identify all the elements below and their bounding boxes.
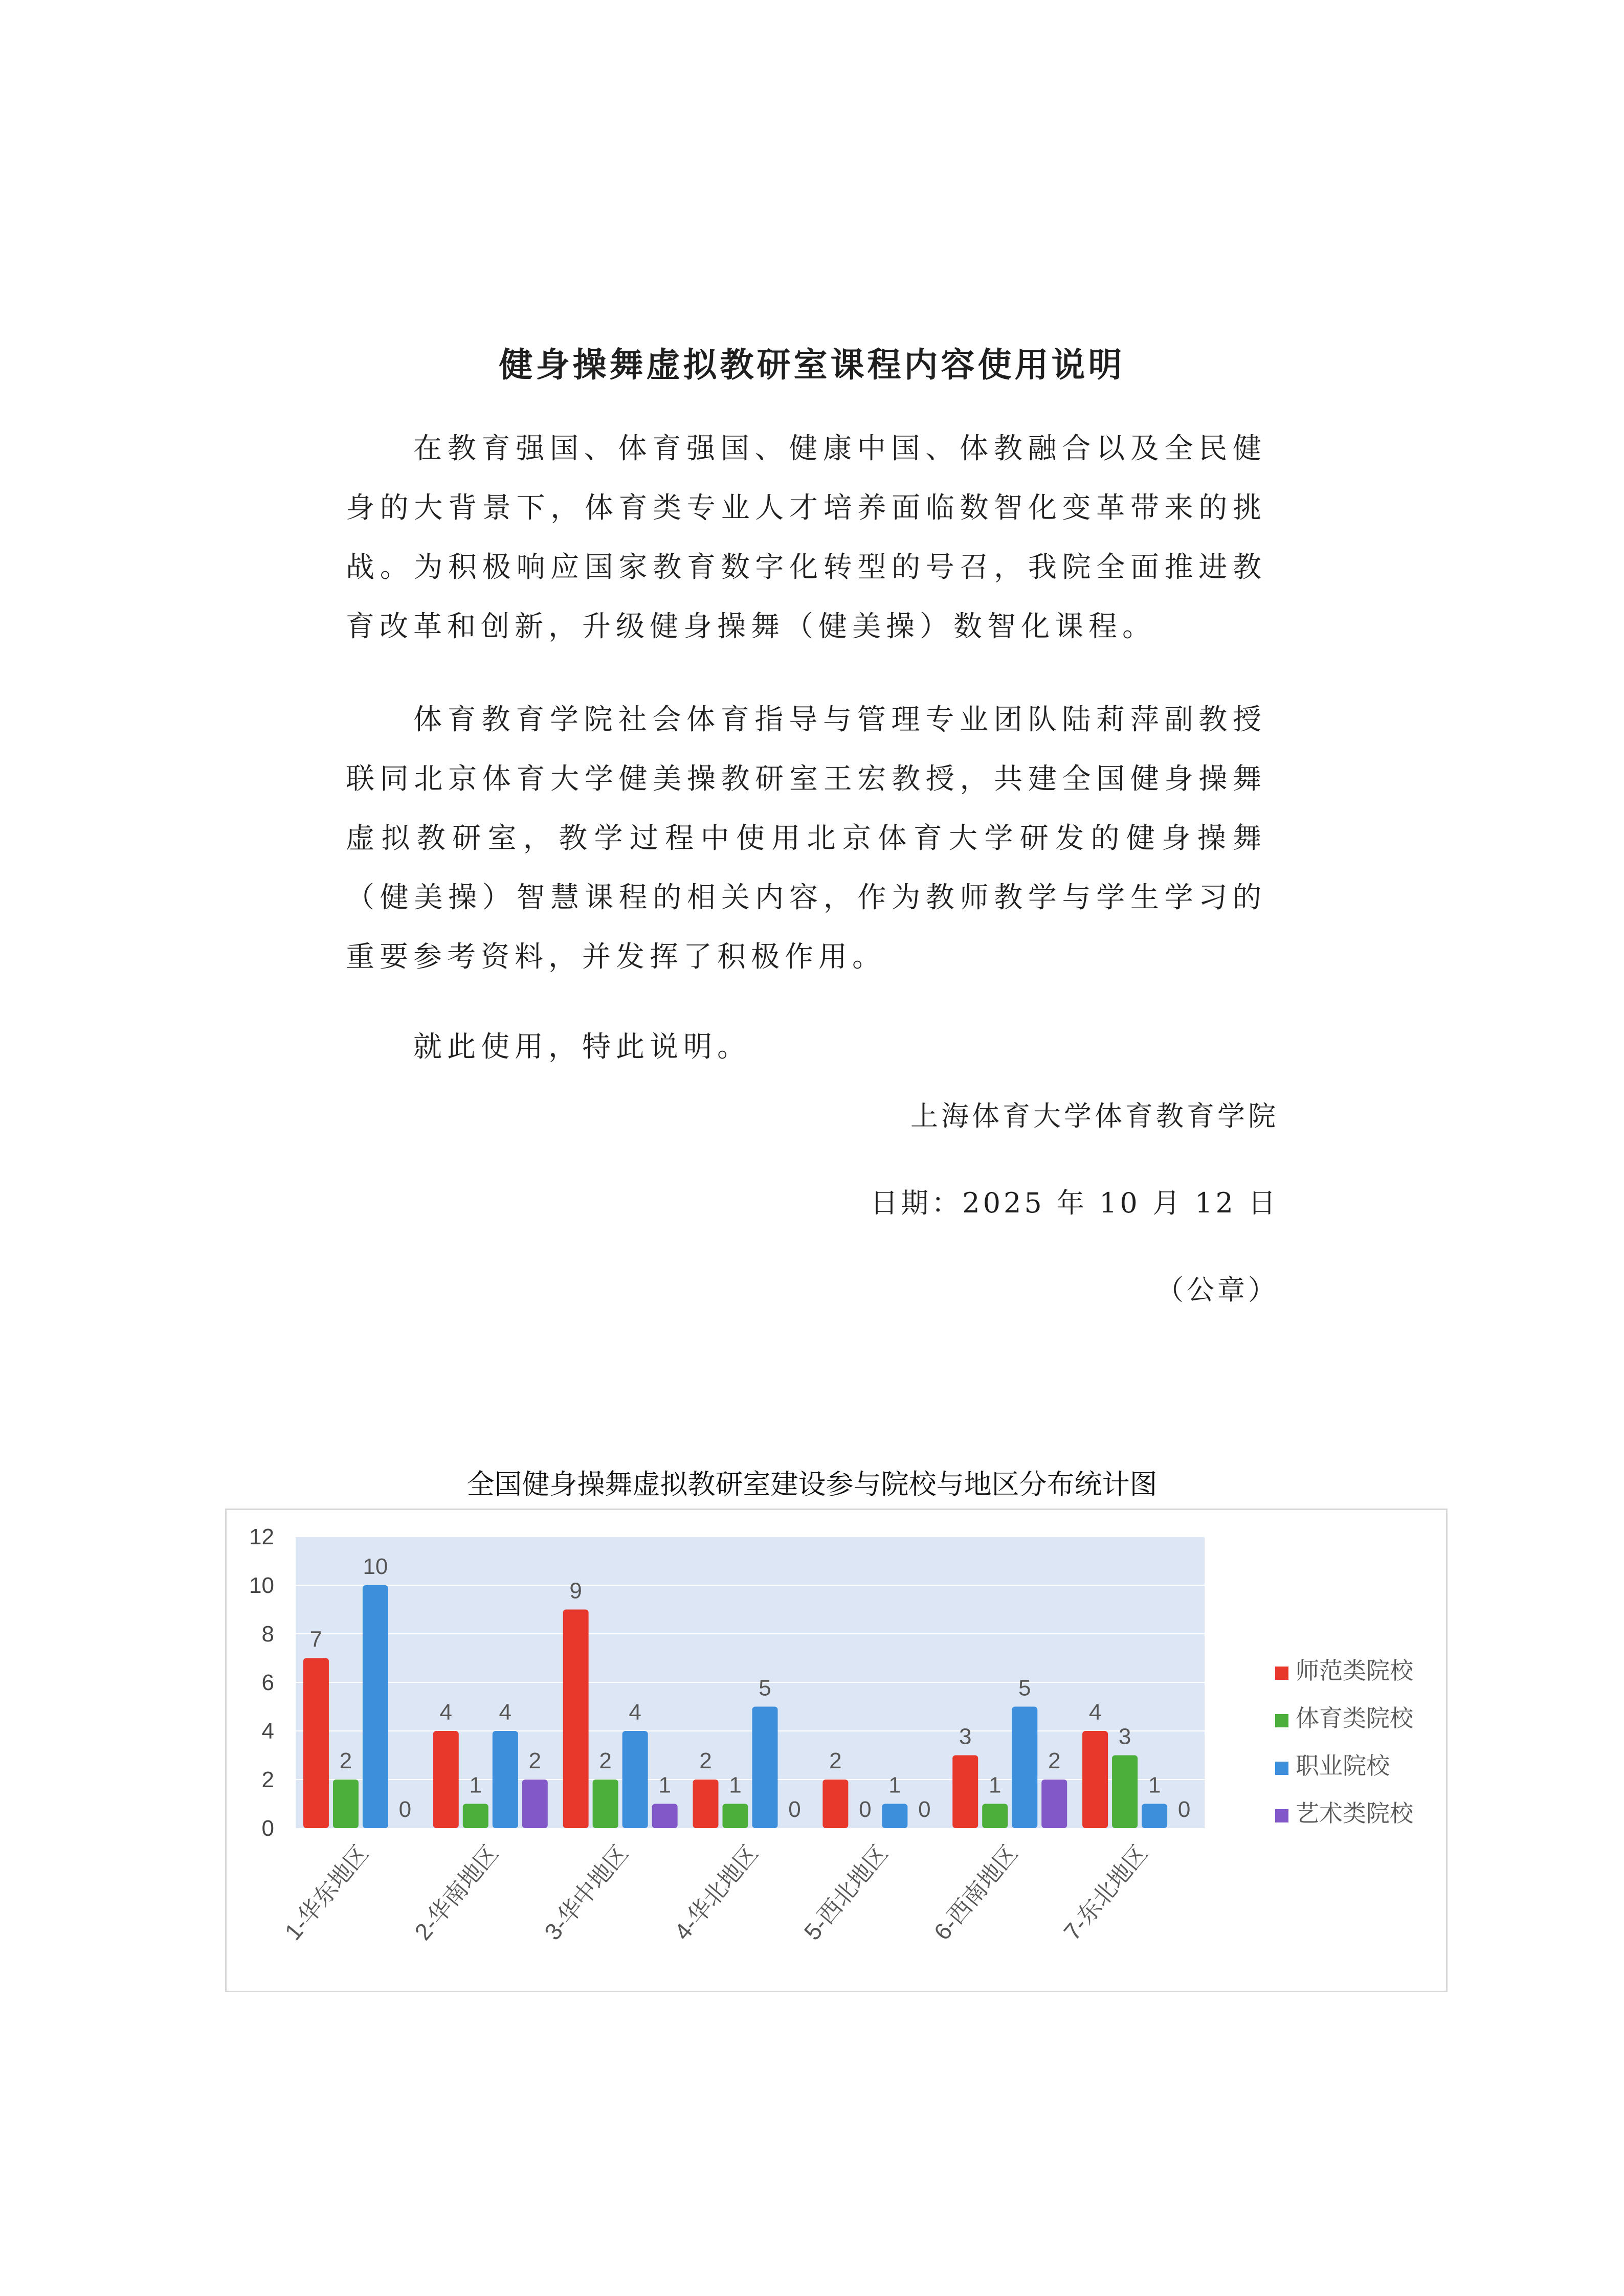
x-tick-label: 7-东北地区 [1058,1840,1153,1945]
bar [463,1804,488,1829]
data-label: 2 [699,1748,712,1773]
data-label: 4 [629,1700,641,1725]
data-label: 1 [1148,1772,1161,1798]
data-label: 2 [829,1748,842,1773]
data-label: 10 [363,1554,388,1579]
y-tick-label: 6 [261,1670,274,1695]
bar [952,1755,978,1829]
bar [693,1780,719,1828]
chart-title: 全国健身操舞虚拟教研室建设参与院校与地区分布统计图 [466,1468,1158,1500]
data-label: 1 [988,1772,1002,1798]
data-label: 1 [469,1772,482,1798]
issuer-name: 上海体育大学体育教育学院 [910,1100,1279,1132]
data-label: 0 [1177,1797,1191,1822]
data-label: 2 [1048,1748,1061,1773]
bar [882,1804,907,1829]
paragraph-1: 在教育强国、体育强国、健康中国、体教融合以及全民健身的大背景下，体育类专业人才培养面临数智化变革带来的挑战。为积极响应国家教育数字化转型的号召，我院全面推进教育改革和创新，升级健身操舞（健美操）数智化课程。 [346,432,1266,643]
bar-chart [227,1510,1446,1991]
data-label: 0 [859,1797,872,1822]
bar [1012,1707,1037,1829]
data-label: 1 [729,1772,742,1798]
bar [723,1804,748,1829]
data-label: 4 [439,1700,453,1725]
bar [363,1585,388,1828]
y-tick-label: 10 [249,1573,274,1598]
x-tick-label: 1-华东地区 [279,1840,374,1945]
paragraph-2: 体育教育学院社会体育指导与管理专业团队陆莉萍副教授联同北京体育大学健美操教研室王宏教授，共建全国健身操舞虚拟教研室，教学过程中使用北京体育大学研发的健身操舞（健美操）智慧课程的相关内容，作为教师教学与学生学习的重要参考资料，并发挥了积极作用。 [346,703,1266,974]
bar [563,1610,589,1829]
data-label: 4 [1088,1700,1102,1725]
bar [1112,1755,1138,1829]
bar [303,1658,329,1829]
data-label: 0 [918,1797,931,1822]
bar [1041,1780,1067,1828]
data-label: 3 [1118,1724,1131,1749]
y-tick-label: 12 [249,1524,274,1549]
data-label: 9 [569,1578,582,1604]
bar [982,1804,1008,1829]
legend-label: 师范类院校 [1296,1657,1413,1684]
legend-swatch [1275,1762,1288,1775]
data-label: 5 [759,1675,771,1701]
data-label: 3 [959,1724,972,1749]
data-label: 5 [1018,1675,1031,1701]
chart-container [225,1509,1448,1992]
bar [752,1707,778,1829]
bar [333,1780,359,1828]
data-label: 1 [888,1772,901,1798]
bar [433,1731,459,1828]
x-tick-label: 2-华南地区 [409,1840,504,1945]
y-tick-label: 2 [261,1767,274,1792]
paragraph-3: 就此使用，特此说明。 [413,1030,751,1064]
date-line: 日期：2025 年 10 月 12 日 [870,1187,1279,1219]
x-tick-label: 3-华中地区 [539,1840,634,1945]
bar [522,1780,548,1828]
page-title: 健身操舞虚拟教研室课程内容使用说明 [499,345,1125,385]
legend-swatch [1275,1667,1288,1680]
legend-label: 艺术类院校 [1296,1800,1413,1827]
legend-swatch [1275,1714,1288,1727]
data-label: 1 [658,1772,671,1798]
bar [1082,1731,1108,1828]
data-label: 2 [339,1748,352,1773]
x-tick-label: 5-西北地区 [798,1840,894,1945]
data-label: 0 [398,1797,412,1822]
bar [622,1731,648,1828]
bar [822,1780,848,1828]
y-tick-label: 4 [261,1719,274,1744]
legend-label: 体育类院校 [1296,1705,1413,1731]
bar [593,1780,618,1828]
data-label: 2 [528,1748,542,1773]
data-label: 0 [788,1797,801,1822]
data-label: 7 [309,1627,323,1652]
bar [652,1804,678,1829]
data-label: 4 [499,1700,512,1725]
y-tick-label: 8 [261,1622,274,1647]
seal-note: （公章） [1156,1274,1279,1306]
legend-swatch [1275,1809,1288,1822]
bar [493,1731,518,1828]
x-tick-label: 6-西南地区 [928,1840,1023,1945]
legend-label: 职业院校 [1296,1752,1390,1779]
y-tick-label: 0 [261,1816,274,1841]
bar [1142,1804,1167,1829]
data-label: 2 [599,1748,612,1773]
x-tick-label: 4-华北地区 [669,1840,764,1945]
